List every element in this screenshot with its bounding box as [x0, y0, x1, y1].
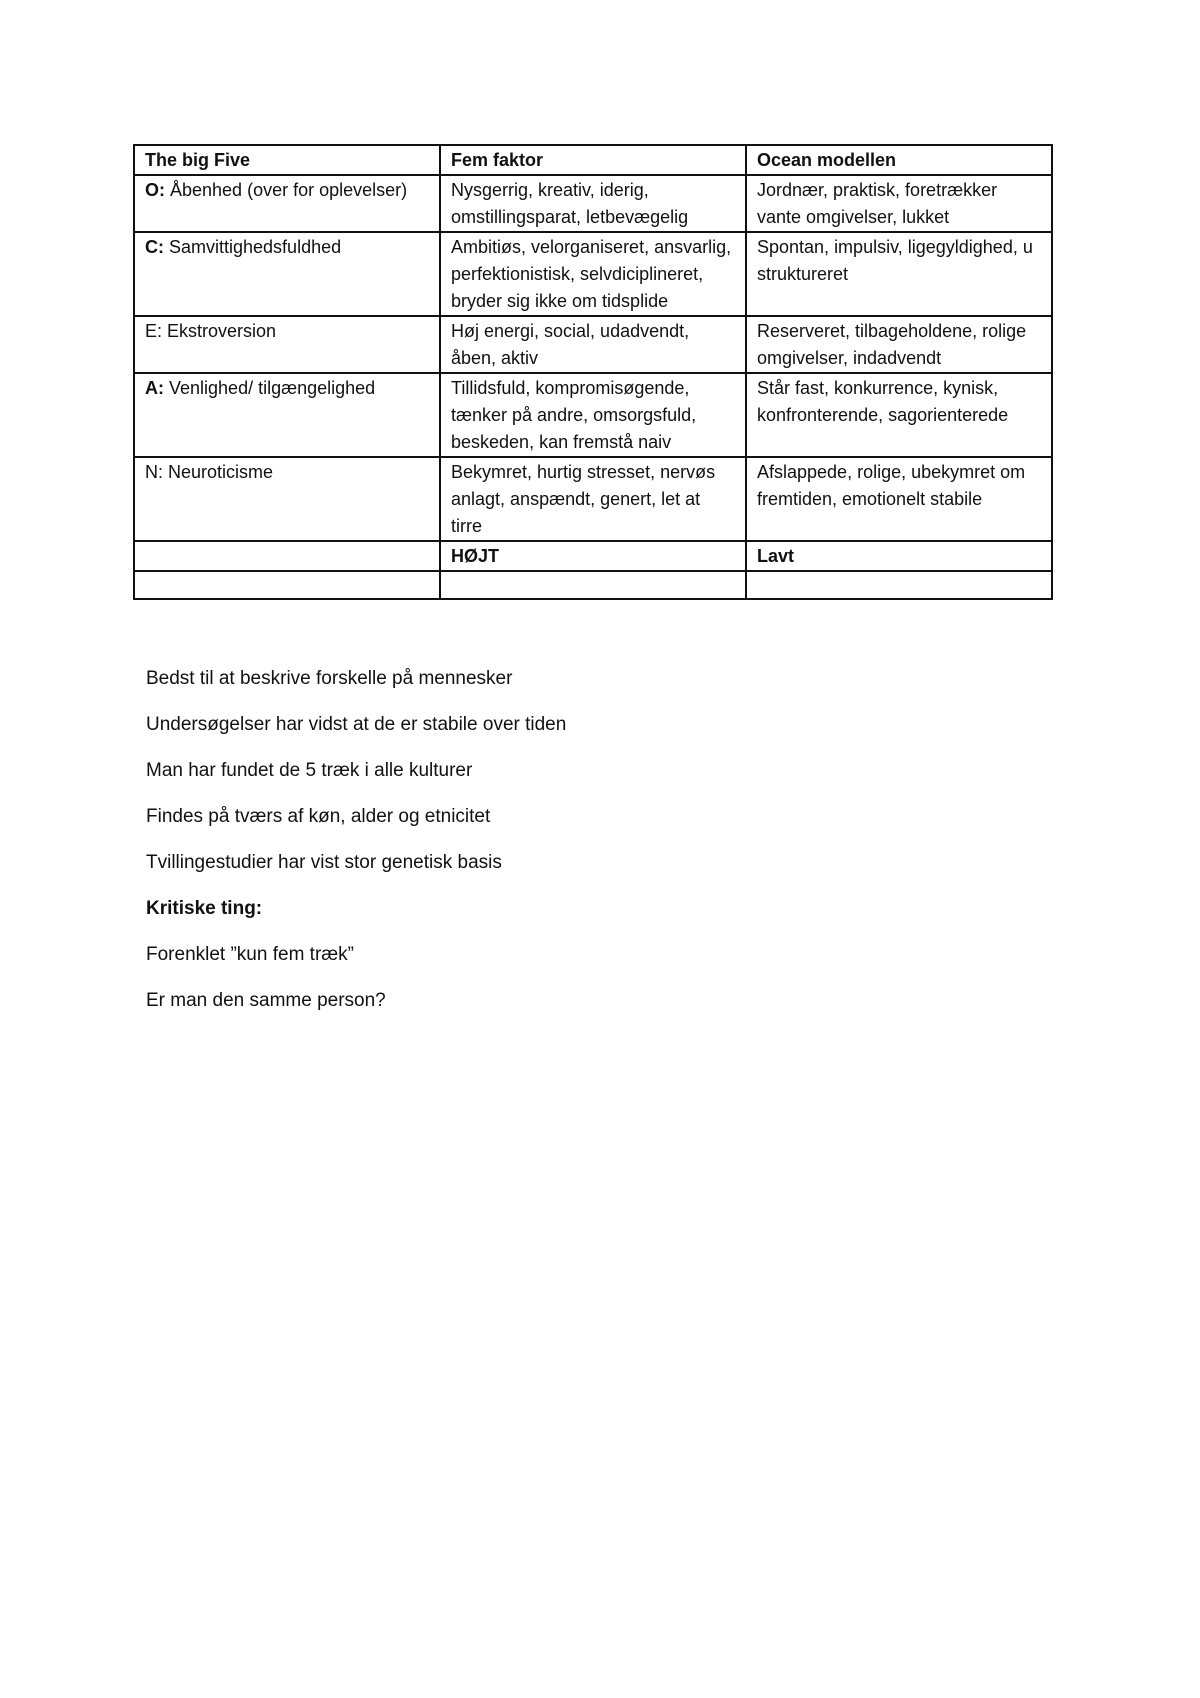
factor-name: Venlighed/ tilgængelighed — [164, 378, 376, 398]
high-traits-cell: Bekymret, hurtig stresset, nervøs anlagt, anspændt, genert, let at tirre — [440, 457, 746, 541]
factor-name: Neuroticisme — [163, 462, 274, 482]
factor-letter: N: — [145, 462, 163, 482]
table-row — [134, 232, 1052, 316]
factor-letter: O: — [145, 180, 165, 200]
factor-cell — [134, 316, 440, 373]
critical-heading: Kritiske ting: — [146, 898, 263, 919]
header-cell-big-five: The big Five — [134, 145, 440, 175]
table-header-row — [134, 145, 1052, 175]
low-traits-cell: Afslappede, rolige, ubekymret om fremtiden, emotionelt stabile — [746, 457, 1052, 541]
big-five-table — [133, 144, 1053, 600]
empty-cell — [746, 571, 1052, 599]
low-traits-cell: Jordnær, praktisk, foretrækker vante omgivelser, lukket — [746, 175, 1052, 232]
note-line: Bedst til at beskrive forskelle på mennesker — [146, 668, 513, 689]
scale-row — [134, 541, 1052, 571]
critical-line: Er man den samme person? — [146, 990, 386, 1011]
factor-cell — [134, 373, 440, 457]
empty-cell — [440, 571, 746, 599]
factor-letter: A: — [145, 378, 164, 398]
notes-section — [146, 666, 1046, 1034]
empty-row — [134, 571, 1052, 599]
factor-cell — [134, 232, 440, 316]
high-traits-cell: Høj energi, social, udadvendt, åben, aktiv — [440, 316, 746, 373]
note-line: Tvillingestudier har vist stor genetisk basis — [146, 852, 502, 873]
table-row — [134, 373, 1052, 457]
high-traits-cell: Nysgerrig, kreativ, iderig, omstillingsparat, letbevægelig — [440, 175, 746, 232]
note-line: Man har fundet de 5 træk i alle kulturer — [146, 760, 473, 781]
scale-high-label: HØJT — [440, 541, 746, 571]
note-line: Findes på tværs af køn, alder og etnicitet — [146, 806, 491, 827]
table-row — [134, 175, 1052, 232]
factor-cell — [134, 457, 440, 541]
note-line: Undersøgelser har vidst at de er stabile over tiden — [146, 714, 567, 735]
low-traits-cell: Står fast, konkurrence, kynisk, konfronterende, sagorienterede — [746, 373, 1052, 457]
low-traits-cell: Spontan, impulsiv, ligegyldighed, u struktureret — [746, 232, 1052, 316]
factor-letter: C: — [145, 237, 164, 257]
factor-name: Ekstroversion — [162, 321, 277, 341]
header-cell-fem-faktor: Fem faktor — [440, 145, 746, 175]
critical-line: Forenklet ”kun fem træk” — [146, 944, 354, 965]
header-cell-ocean-modellen: Ocean modellen — [746, 145, 1052, 175]
factor-name: Åbenhed (over for oplevelser) — [165, 180, 408, 200]
empty-cell — [134, 571, 440, 599]
factor-letter: E: — [145, 321, 163, 341]
high-traits-cell: Ambitiøs, velorganiseret, ansvarlig, perfektionistisk, selvdiciplineret, bryder sig ikke om tidsplide — [440, 232, 746, 316]
scale-empty-cell — [134, 541, 440, 571]
table-row — [134, 316, 1052, 373]
high-traits-cell: Tillidsfuld, kompromisøgende, tænker på andre, omsorgsfuld, beskeden, kan fremstå naiv — [440, 373, 746, 457]
factor-cell — [134, 175, 440, 232]
scale-low-label: Lavt — [746, 541, 1052, 571]
low-traits-cell: Reserveret, tilbageholdene, rolige omgivelser, indadvendt — [746, 316, 1052, 373]
factor-name: Samvittighedsfuldhed — [164, 237, 342, 257]
table-row — [134, 457, 1052, 541]
